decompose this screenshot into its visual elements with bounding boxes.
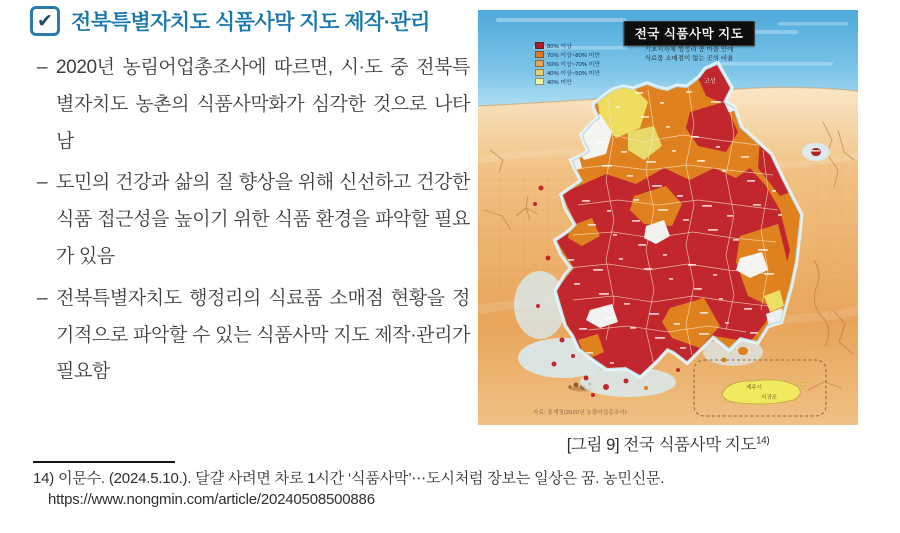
legend-label: 50% 이상~70% 미만 — [547, 62, 601, 68]
map-subtitle: 기초지자체 행정리 중 마을 안에 식료품 소매점이 없는 곳의 비율 — [644, 46, 734, 62]
food-desert-map-figure — [478, 10, 858, 425]
legend-swatch — [535, 60, 544, 68]
bullet-text: 2020년 농림어업총조사에 따르면, 시·도 중 전북특별자치도 농촌의 식품사막화가 심각한 것으로 나타남 — [56, 57, 470, 152]
legend-label: 80% 이상 — [547, 44, 572, 50]
section-title: 전북특별자치도 식품사막 지도 제작·관리 — [71, 11, 430, 34]
legend-label: 40% 미만 — [547, 80, 572, 86]
legend-row — [535, 68, 600, 77]
legend-label: 70% 이상~80% 미만 — [547, 53, 601, 59]
dash-marker: – — [37, 172, 48, 194]
legend-row — [535, 41, 600, 50]
legend-label: 40% 이상~50% 미만 — [547, 71, 601, 77]
map-source-note: 자료: 통계청(2020년 농림어업총조사) — [533, 410, 627, 416]
region-label-jeju-city: 제주시 — [746, 385, 762, 391]
legend-swatch — [535, 42, 544, 50]
ulleungdo-island — [811, 148, 821, 156]
bullet-text: 도민의 건강과 삶의 질 향상을 위해 신선하고 건강한 식품 접근성을 높이기 위한 식품 환경을 파악할 필요가 있음 — [56, 172, 470, 267]
legend-swatch — [535, 51, 544, 59]
footnote-divider — [33, 461, 175, 463]
checkbox-icon: ✔ — [30, 6, 60, 36]
bullet-text: 전북특별자치도 행정리의 식료품 소매점 현황을 정기적으로 파악할 수 있는 식품사막 지도 제작·관리가 필요함 — [56, 287, 470, 383]
legend-swatch — [535, 78, 544, 86]
footnote-text: 이문수. (2024.5.10.). 달걀 사려면 차로 1시간 ‘식품사막’⋯도시처럼 장보는 일상은 꿈. 농민신문. — [58, 470, 665, 487]
legend-swatch — [535, 69, 544, 77]
bullet-list — [37, 50, 470, 396]
footnote-url: https://www.nongmin.com/article/20240508500886 — [48, 490, 375, 508]
section-header — [30, 6, 430, 36]
region-label-seogwipo: 서귀포 — [761, 395, 777, 401]
dash-marker: – — [37, 57, 48, 78]
footnote — [33, 461, 664, 510]
map-title: 전국 식품사막 지도 — [624, 21, 755, 46]
list-item — [37, 281, 470, 391]
list-item — [37, 50, 470, 160]
figure-caption: [그림 9] 전국 식품사막 지도$^{14)}$ — [566, 435, 770, 454]
map-legend — [535, 41, 600, 86]
dash-marker: – — [37, 287, 48, 309]
legend-row — [535, 50, 600, 59]
footnote-reference: 14) — [756, 435, 770, 447]
footnote-number: 14) — [33, 470, 55, 487]
region-label-goseong: 고성 — [704, 79, 716, 85]
list-item — [37, 165, 470, 275]
legend-row — [535, 77, 600, 86]
legend-row — [535, 59, 600, 68]
